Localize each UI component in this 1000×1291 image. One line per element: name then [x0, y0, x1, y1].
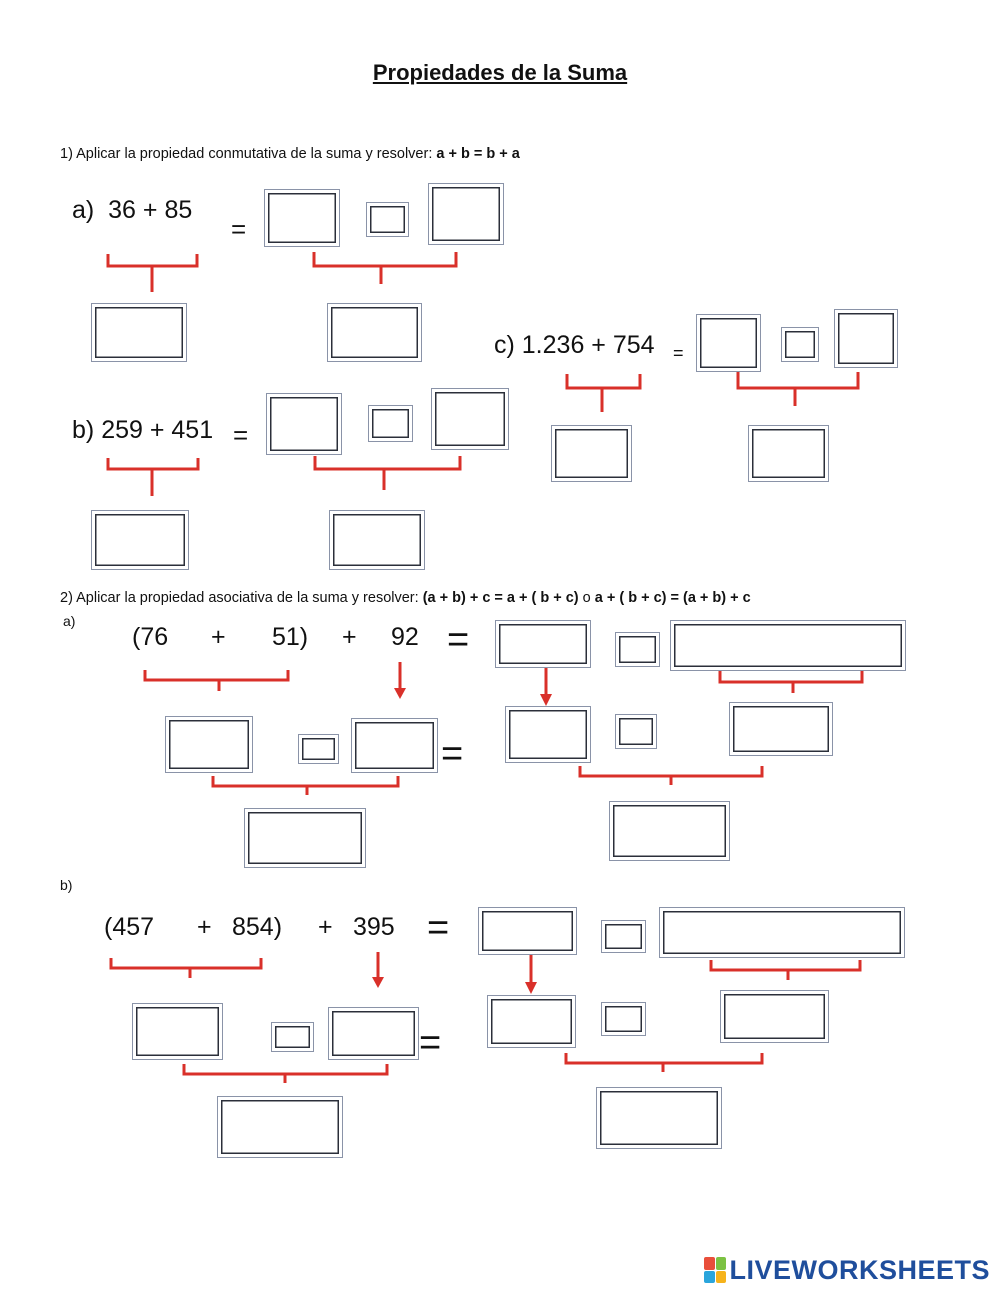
answer-input-2b-ab[interactable] [139, 1010, 220, 1055]
bracket-2b-mid-left [184, 1064, 387, 1083]
result-box-1a-right[interactable] [327, 303, 422, 362]
exercise-2a-equals-2: = [441, 733, 464, 775]
exercise-2b-label: b) [60, 877, 73, 893]
answer-box-1c-second[interactable] [834, 309, 898, 368]
answer-box-2a-c[interactable] [351, 718, 438, 773]
answer-box-2a-a-copy[interactable] [505, 706, 591, 763]
answer-input-1b-second[interactable] [438, 395, 506, 445]
result-input-1c-right[interactable] [755, 432, 826, 477]
exercise-2a-equals: = [447, 619, 470, 661]
answer-input-1b-first[interactable] [273, 400, 339, 450]
operator-box-2b-right[interactable] [601, 1002, 646, 1036]
operator-box-1c[interactable] [781, 327, 819, 362]
operator-input-1c[interactable] [788, 334, 816, 357]
arrowhead-2a-box [540, 694, 552, 706]
exercise-2b-b: 854) [232, 913, 283, 941]
section2-instruction-text: 2) Aplicar la propiedad asociativa de la suma y resolver: [60, 590, 423, 606]
result-box-2a-right[interactable] [609, 801, 730, 861]
exercise-1a-equals: = [231, 214, 247, 244]
bracket-2a-top-right [720, 670, 862, 693]
exercise-2a-c: 92 [391, 623, 419, 651]
bracket-2b-mid-right [566, 1053, 762, 1072]
bracket-2a-mid-left [213, 776, 398, 795]
bracket-2b-top-right [711, 960, 860, 980]
operator-box-2b-left[interactable] [271, 1022, 314, 1052]
answer-box-1b-first[interactable] [266, 393, 342, 455]
exercise-2b-open: (457 [104, 913, 155, 941]
bracket-2a-top-left [145, 670, 288, 691]
exercise-1a-expression: 36 + 85 [108, 196, 193, 224]
exercise-1c-label: c) [494, 331, 515, 359]
operator-input-1b[interactable] [375, 412, 410, 437]
section1-formula: a + b = b + a [436, 146, 520, 162]
exercise-1c-equals: = [673, 343, 684, 363]
answer-box-1a-second[interactable] [428, 183, 504, 245]
operator-input-2a-left[interactable] [305, 741, 336, 759]
exercise-1a-label: a) [72, 196, 95, 224]
answer-box-2b-a-copy[interactable] [487, 995, 576, 1048]
operator-input-1a[interactable] [373, 209, 406, 232]
result-input-1c-left[interactable] [558, 432, 629, 477]
result-input-1b-right[interactable] [336, 517, 422, 565]
answer-input-2b-a-copy[interactable] [494, 1002, 573, 1043]
section2-formula-1: (a + b) + c = a + ( b + c) [422, 590, 579, 606]
operator-input-2b-right[interactable] [608, 1009, 643, 1031]
answer-input-2b-a[interactable] [485, 914, 574, 950]
operator-box-2a-left[interactable] [298, 734, 339, 764]
section2-connector: o [578, 590, 595, 606]
section2-formula-2: a + ( b + c) = (a + b) + c [594, 590, 751, 606]
exercise-2a-b: 51) [272, 623, 309, 651]
answer-input-1a-second[interactable] [435, 190, 501, 240]
result-box-2b-left[interactable] [217, 1096, 343, 1158]
liveworksheets-logo [704, 1252, 990, 1288]
result-box-2b-right[interactable] [596, 1087, 722, 1149]
operator-input-2a-top[interactable] [622, 639, 657, 662]
bracket-1b-left [108, 458, 198, 496]
arrowhead-2b-c [372, 977, 384, 988]
result-box-1c-left[interactable] [551, 425, 632, 482]
answer-input-2b-bc[interactable] [666, 914, 902, 953]
operator-input-2a-right[interactable] [622, 721, 654, 744]
answer-input-1c-first[interactable] [703, 321, 758, 367]
answer-input-2a-c[interactable] [358, 725, 435, 768]
result-input-1a-left[interactable] [98, 310, 184, 357]
page-title: Propiedades de la Suma [372, 60, 628, 85]
answer-box-2a-bc[interactable] [670, 620, 906, 671]
answer-input-2b-bc-sum[interactable] [727, 997, 826, 1038]
answer-box-2b-bc[interactable] [659, 907, 905, 958]
bracket-1a-right [314, 252, 456, 284]
answer-input-2a-bc-sum[interactable] [736, 709, 830, 751]
operator-box-2a-right[interactable] [615, 714, 657, 749]
answer-input-2a-a[interactable] [502, 627, 588, 663]
answer-box-1a-first[interactable] [264, 189, 340, 247]
operator-input-2b-left[interactable] [278, 1029, 311, 1047]
answer-input-2a-bc[interactable] [677, 627, 903, 666]
answer-input-2b-c[interactable] [335, 1014, 416, 1055]
bracket-1b-right [315, 456, 460, 490]
liveworksheets-logo-icon [704, 1257, 726, 1283]
exercise-2a-open: (76 [132, 623, 169, 651]
bracket-1c-left [567, 374, 640, 412]
exercise-2a-plus2: + [342, 623, 357, 651]
exercise-2a-label: a) [63, 613, 76, 629]
answer-box-1c-first[interactable] [696, 314, 761, 372]
arrowhead-2b-box [525, 982, 537, 994]
bracket-2b-top-left [111, 958, 261, 978]
exercise-2b-c: 395 [353, 913, 395, 941]
exercise-2b-plus2: + [318, 913, 333, 941]
answer-input-2a-ab[interactable] [172, 723, 250, 768]
result-box-2a-left[interactable] [244, 808, 366, 868]
bracket-1a-left [108, 254, 197, 292]
result-input-2a-right[interactable] [616, 808, 727, 856]
operator-box-1a[interactable] [366, 202, 409, 237]
operator-box-2b-top[interactable] [601, 920, 646, 953]
bracket-2a-mid-right [580, 766, 762, 785]
result-input-1b-left[interactable] [98, 517, 186, 565]
bracket-1c-right [738, 372, 858, 406]
exercise-1b-equals: = [233, 420, 249, 450]
liveworksheets-brand: LIVEWORKSHEETS [729, 1254, 990, 1285]
exercise-1b-label: b) [72, 416, 95, 444]
answer-box-2a-a[interactable] [495, 620, 591, 668]
answer-input-1a-first[interactable] [271, 196, 337, 242]
answer-input-1c-second[interactable] [841, 316, 895, 363]
operator-box-1b[interactable] [368, 405, 413, 442]
exercise-1b-expression: 259 + 451 [101, 416, 214, 444]
answer-box-2a-ab[interactable] [165, 716, 253, 773]
result-input-2a-left[interactable] [251, 815, 363, 863]
answer-box-2a-bc-sum[interactable] [729, 702, 833, 756]
answer-box-2b-c[interactable] [328, 1007, 419, 1060]
arrowhead-2a-c [394, 688, 406, 699]
operator-box-2a-top[interactable] [615, 632, 660, 667]
exercise-2a-plus1: + [211, 623, 226, 651]
result-box-1c-right[interactable] [748, 425, 829, 482]
exercise-2b-equals: = [427, 907, 450, 949]
result-box-1b-left[interactable] [91, 510, 189, 570]
answer-input-2a-a-copy[interactable] [512, 713, 588, 758]
result-input-2b-right[interactable] [603, 1094, 719, 1144]
result-box-1a-left[interactable] [91, 303, 187, 362]
answer-box-2b-a[interactable] [478, 907, 577, 955]
exercise-1c-expression: 1.236 + 754 [521, 331, 655, 359]
exercise-2b-equals-2: = [419, 1022, 442, 1064]
result-input-2b-left[interactable] [224, 1103, 340, 1153]
result-input-1a-right[interactable] [334, 310, 419, 357]
exercise-2b-plus1: + [197, 913, 212, 941]
section1-instruction-text: 1) Aplicar la propiedad conmutativa de la suma y resolver: [60, 146, 437, 162]
answer-box-1b-second[interactable] [431, 388, 509, 450]
operator-input-2b-top[interactable] [608, 927, 643, 948]
answer-box-2b-ab[interactable] [132, 1003, 223, 1060]
result-box-1b-right[interactable] [329, 510, 425, 570]
answer-box-2b-bc-sum[interactable] [720, 990, 829, 1043]
